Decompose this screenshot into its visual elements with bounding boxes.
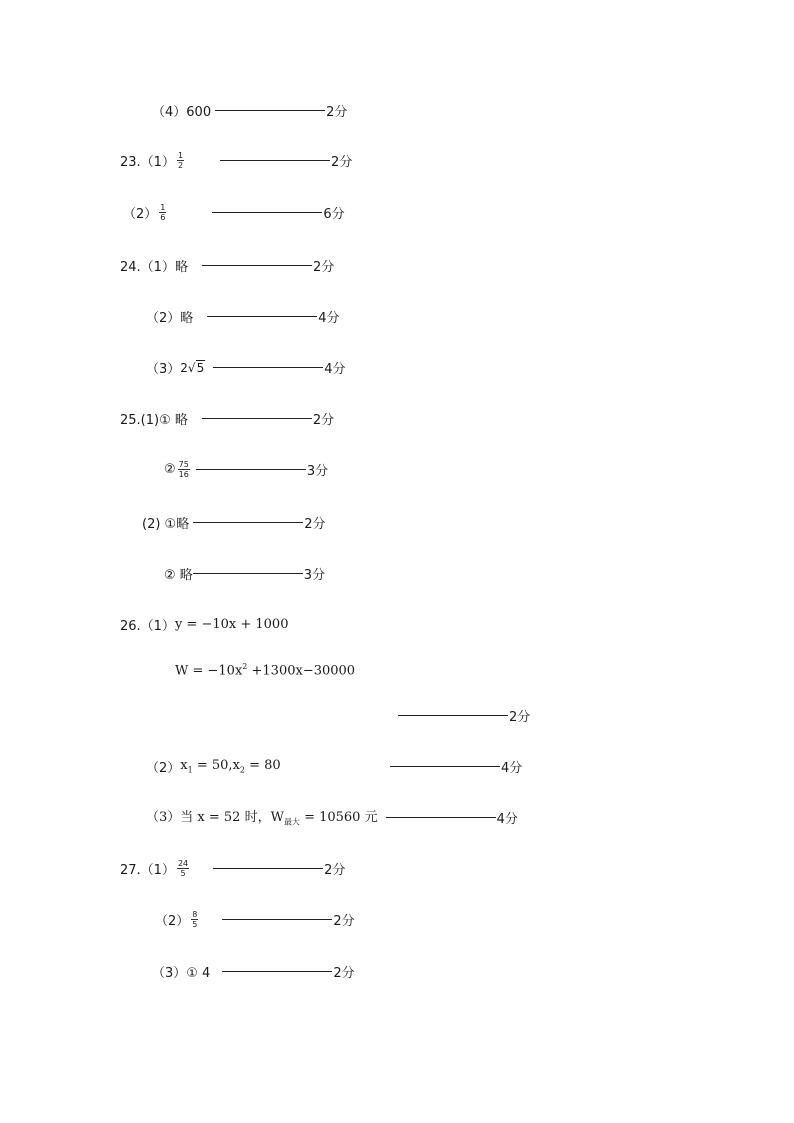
score-leader-line <box>386 817 496 818</box>
fraction <box>191 910 198 929</box>
score-leader-line <box>220 160 330 161</box>
score-leader-line <box>222 971 332 972</box>
math-subscript: 2 <box>239 765 245 775</box>
math-expression <box>175 662 355 678</box>
answer-label: （3） <box>146 361 181 377</box>
score-leader-line <box>193 522 303 523</box>
answer-label: （2） <box>146 760 181 776</box>
answer-label: 24.（1）略 <box>120 259 188 275</box>
answer-row-24-3 <box>146 356 346 378</box>
answer-row-24-2 <box>146 305 340 327</box>
sqrt-radicand: 5 <box>196 360 205 375</box>
answer-row-24-1 <box>120 254 334 276</box>
score-leader-line <box>213 868 323 869</box>
score-leader-line <box>207 316 317 317</box>
score-leader-line <box>212 212 322 213</box>
answer-row-26-1-w <box>175 659 355 681</box>
score-leader-line <box>196 469 306 470</box>
score-leader-line <box>222 919 332 920</box>
math-variable: x <box>232 757 240 773</box>
answer-label: （2） <box>155 913 190 929</box>
answer-row-26-2 <box>146 755 281 777</box>
score-leader-line <box>390 766 500 767</box>
score-value: 2分 <box>304 516 326 532</box>
answer-label: ② <box>164 461 176 477</box>
math-expression-part: = 50, <box>192 757 233 773</box>
math-expression-part: = 80 <box>245 757 281 773</box>
answer-label: (2) ①略 <box>142 516 190 532</box>
answer-row-26-1 <box>120 613 288 635</box>
sqrt-radical-icon: √ <box>187 360 196 375</box>
math-exponent: 2 <box>242 661 248 671</box>
fraction-denominator: 6 <box>160 212 166 222</box>
score-value: 2分 <box>333 913 355 929</box>
math-expression <box>146 806 378 828</box>
answer-label: （2） <box>123 206 158 222</box>
score-leader-line <box>213 367 323 368</box>
score-value: 3分 <box>306 463 329 479</box>
answer-row-27-1 <box>120 857 345 879</box>
score-leader-line <box>215 110 325 111</box>
score-value: 4分 <box>318 310 340 326</box>
answer-row-26-2-score <box>390 755 522 777</box>
score-leader-line <box>202 418 312 419</box>
fraction <box>177 151 184 170</box>
answer-label: 23.（1） <box>120 154 175 170</box>
score-value: 2分 <box>331 154 353 170</box>
answer-row-25-2b <box>164 562 325 584</box>
answer-row-22-4 <box>152 99 347 121</box>
answer-label: （3）当 x = 52 时，W <box>146 810 284 826</box>
answer-row-26-1-score <box>398 704 530 726</box>
fraction <box>177 859 189 878</box>
math-expression: y = −10x + 1000 <box>174 616 289 632</box>
fraction-denominator: 5 <box>192 919 198 929</box>
answer-label: 26.（1） <box>120 618 175 634</box>
score-value: 4分 <box>496 811 518 827</box>
answer-row-23-2 <box>123 201 345 223</box>
answer-label: ② 略 <box>164 567 193 583</box>
math-subscript: 1 <box>187 765 193 775</box>
score-value: 4分 <box>501 760 523 776</box>
answer-row-25-1b <box>164 458 328 480</box>
answer-label: 27.（1） <box>120 862 175 878</box>
math-expression <box>180 758 280 775</box>
answer-label: （3）① 4 <box>152 965 211 981</box>
square-root-expression <box>180 360 205 375</box>
answer-row-25-1a <box>120 407 334 429</box>
fraction <box>159 203 166 222</box>
math-expression-part: W = −10x <box>175 663 243 679</box>
fraction-denominator: 5 <box>180 868 186 878</box>
score-leader-line <box>193 573 303 574</box>
fraction-numerator: 24 <box>177 858 189 868</box>
fraction <box>178 460 190 479</box>
answer-label: 25.(1)① 略 <box>120 412 188 428</box>
score-value: 2分 <box>509 709 531 725</box>
score-value: 6分 <box>323 206 345 222</box>
answer-row-27-3 <box>152 960 355 982</box>
fraction-numerator: 1 <box>177 150 184 160</box>
score-value: 3分 <box>303 567 326 583</box>
fraction-denominator: 2 <box>177 160 184 170</box>
score-value: 2分 <box>324 862 346 878</box>
score-value: 2分 <box>312 259 335 275</box>
score-value: 2分 <box>312 412 335 428</box>
math-expression-part: +1300x−30000 <box>247 663 356 679</box>
answer-label: （2）略 <box>146 310 194 326</box>
math-expression-part: = 10560 元 <box>299 810 378 826</box>
score-value: 2分 <box>333 965 355 981</box>
fraction-numerator: 1 <box>160 202 166 212</box>
math-variable: x <box>180 757 188 773</box>
score-value: 4分 <box>324 361 346 377</box>
score-leader-line <box>202 265 312 266</box>
answer-row-27-2 <box>155 908 355 930</box>
score-leader-line <box>398 715 508 716</box>
fraction-numerator: 75 <box>178 459 189 469</box>
fraction-denominator: 16 <box>178 469 189 479</box>
math-subscript: 最大 <box>283 817 300 827</box>
answer-row-23-1 <box>120 149 352 171</box>
answer-row-26-3 <box>146 806 518 828</box>
sqrt-coefficient: 2 <box>180 360 188 375</box>
fraction-numerator: 8 <box>192 909 198 919</box>
answer-row-25-2a <box>142 511 325 533</box>
answer-label: （4）600 <box>152 104 212 120</box>
score-value: 2分 <box>326 104 348 120</box>
